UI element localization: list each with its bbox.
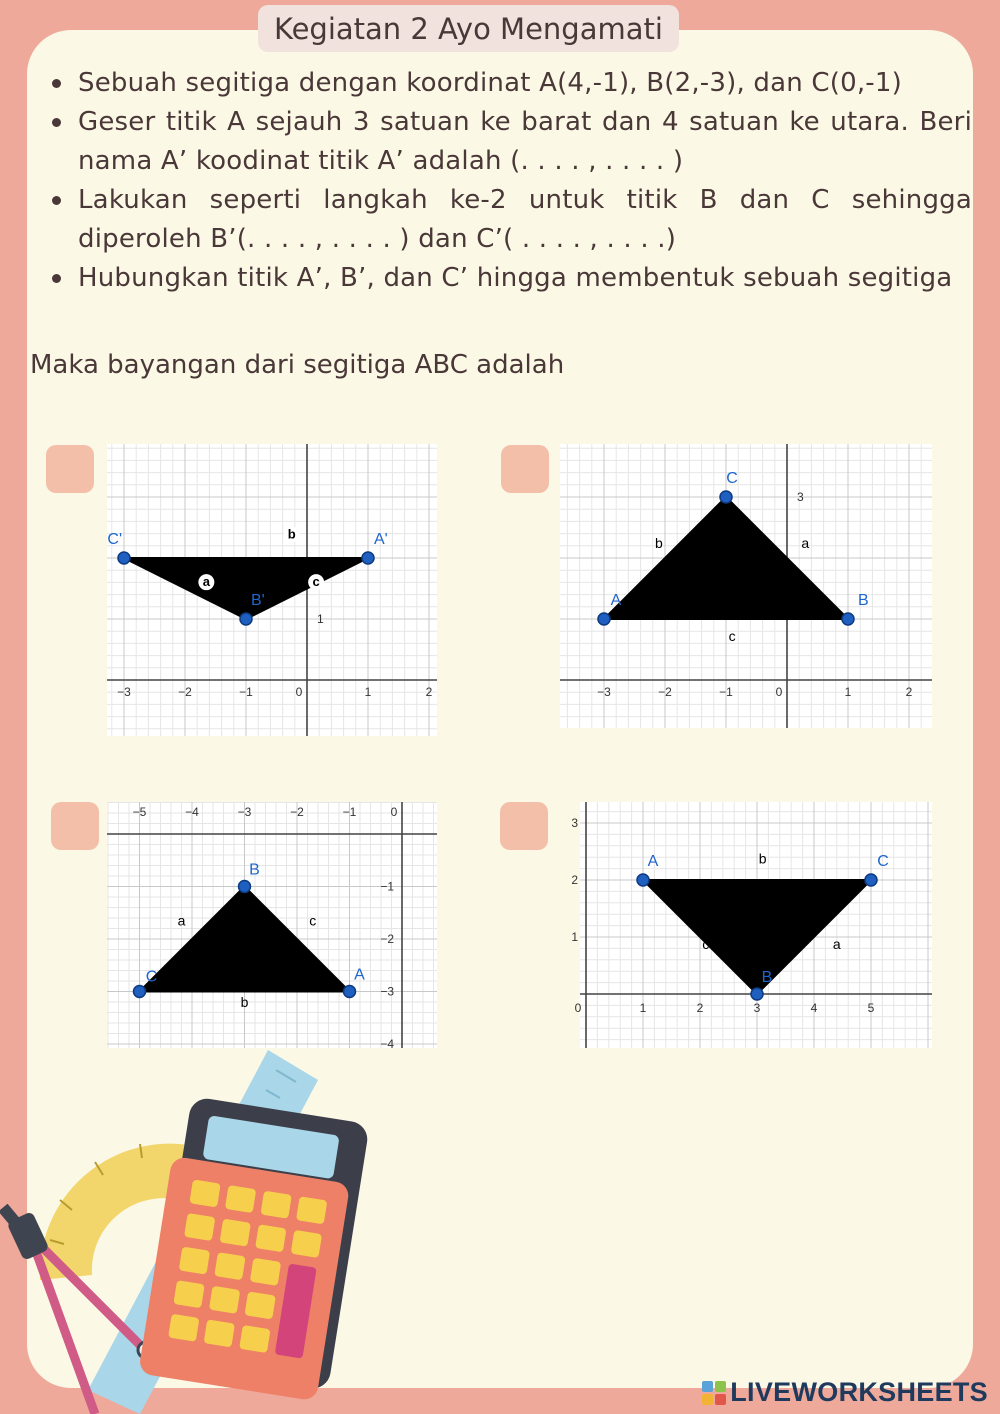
vertex-point — [118, 552, 130, 564]
y-tick-label: 2 — [571, 873, 578, 887]
x-tick-label: 4 — [810, 1001, 818, 1015]
vertex-point — [239, 881, 251, 893]
instruction-item: Geser titik A sejauh 3 satuan ke barat dan 4 satuan ke utara. Beri nama A’ koodinat titik A’ adalah (. . . . , . . . . ) — [78, 103, 972, 181]
x-tick-label: 2 — [425, 685, 433, 699]
vertex-point — [637, 874, 649, 886]
side-label: a — [832, 935, 841, 952]
stationery-illustration — [0, 1040, 370, 1414]
side-label: a — [202, 574, 210, 590]
option-3-checkbox[interactable] — [51, 802, 99, 850]
y-tick-label: 1 — [317, 612, 324, 626]
side-label: c — [702, 935, 710, 952]
vertex-point — [240, 613, 252, 625]
vertex-label: B' — [251, 592, 265, 609]
side-label: b — [287, 526, 296, 542]
activity-title: Kegiatan 2 Ayo Mengamati — [258, 5, 679, 52]
x-tick-label: −4 — [185, 805, 199, 819]
x-tick-label: −2 — [290, 805, 304, 819]
option-4-checkbox[interactable] — [500, 802, 548, 850]
vertex-label: A' — [374, 531, 388, 548]
vertex-point — [720, 491, 732, 503]
vertex-point — [842, 613, 854, 625]
x-tick-label: 0 — [775, 685, 783, 699]
vertex-point — [598, 613, 610, 625]
y-tick-label: 3 — [797, 490, 804, 504]
vertex-point — [344, 986, 356, 998]
question-text: Maka bayangan dari segitiga ABC adalah — [30, 350, 565, 380]
vertex-point — [751, 988, 763, 1000]
x-tick-label: −1 — [719, 685, 733, 699]
x-tick-label: −3 — [597, 685, 611, 699]
vertex-point — [362, 552, 374, 564]
side-label: c — [309, 912, 317, 929]
x-tick-label: −3 — [117, 685, 131, 699]
y-tick-label: −4 — [380, 1037, 394, 1051]
logo-icon — [702, 1381, 726, 1405]
brand-name: LIVEWORKSHEETS — [730, 1377, 988, 1407]
instruction-item: Hubungkan titik A’, B’, dan C’ hingga membentuk sebuah segitiga — [78, 259, 972, 298]
instruction-item: Lakukan seperti langkah ke-2 untuk titik B dan C sehingga diperoleh B’(. . . . , . . . . ) dan C’( . . . . , . . . .) — [78, 181, 972, 259]
calculator-icon — [138, 1095, 370, 1403]
x-tick-label: −2 — [658, 685, 672, 699]
x-tick-label: −1 — [342, 805, 357, 819]
vertex-point — [134, 986, 146, 998]
side-label: a — [177, 912, 186, 929]
side-label: c — [312, 574, 320, 590]
instruction-list — [78, 64, 972, 298]
instruction-item: Sebuah segitiga dengan koordinat A(4,-1), B(2,-3), dan C(0,-1) — [78, 64, 972, 103]
x-tick-label: 0 — [295, 685, 303, 699]
vertex-label: B — [249, 861, 260, 879]
x-tick-label: 0 — [574, 1001, 582, 1015]
vertex-label: C' — [107, 531, 122, 548]
vertex-label: A — [647, 853, 659, 870]
x-tick-label: 1 — [364, 685, 372, 699]
vertex-label: C — [877, 853, 889, 870]
x-tick-label: 3 — [753, 1001, 761, 1015]
vertex-label: A — [354, 966, 365, 984]
y-tick-label: −3 — [380, 984, 394, 999]
side-label: c — [728, 628, 736, 645]
vertex-label: C — [145, 968, 158, 986]
y-tick-label: −1 — [380, 879, 394, 894]
option-1-checkbox[interactable] — [46, 445, 94, 493]
option-2-checkbox[interactable] — [501, 445, 549, 493]
vertex-label: B — [858, 592, 869, 609]
x-tick-label: 5 — [867, 1001, 875, 1015]
x-tick-label: 2 — [905, 685, 913, 699]
vertex-label: A — [610, 592, 622, 609]
side-label: b — [240, 994, 249, 1010]
x-tick-label: 0 — [390, 805, 398, 819]
vertex-label: B — [761, 969, 773, 986]
y-tick-label: 1 — [571, 930, 578, 944]
side-label: b — [758, 850, 767, 867]
side-label: b — [655, 534, 663, 551]
side-label: a — [801, 534, 810, 551]
vertex-point — [865, 874, 877, 886]
option-3-graph — [107, 802, 437, 1051]
x-tick-label: −3 — [237, 805, 252, 819]
x-tick-label: 1 — [844, 685, 852, 699]
option-4-graph — [571, 802, 932, 1048]
x-tick-label: 2 — [696, 1001, 704, 1015]
vertex-label: C — [726, 470, 738, 487]
option-2-graph — [560, 444, 932, 728]
y-tick-label: −2 — [380, 932, 394, 946]
option-1-graph — [107, 444, 437, 736]
x-tick-label: −5 — [132, 805, 147, 819]
brand-logo — [702, 1377, 988, 1408]
x-tick-label: −1 — [239, 685, 253, 699]
x-tick-label: 1 — [639, 1001, 647, 1015]
y-tick-label: 3 — [571, 816, 578, 830]
x-tick-label: −2 — [178, 685, 192, 699]
